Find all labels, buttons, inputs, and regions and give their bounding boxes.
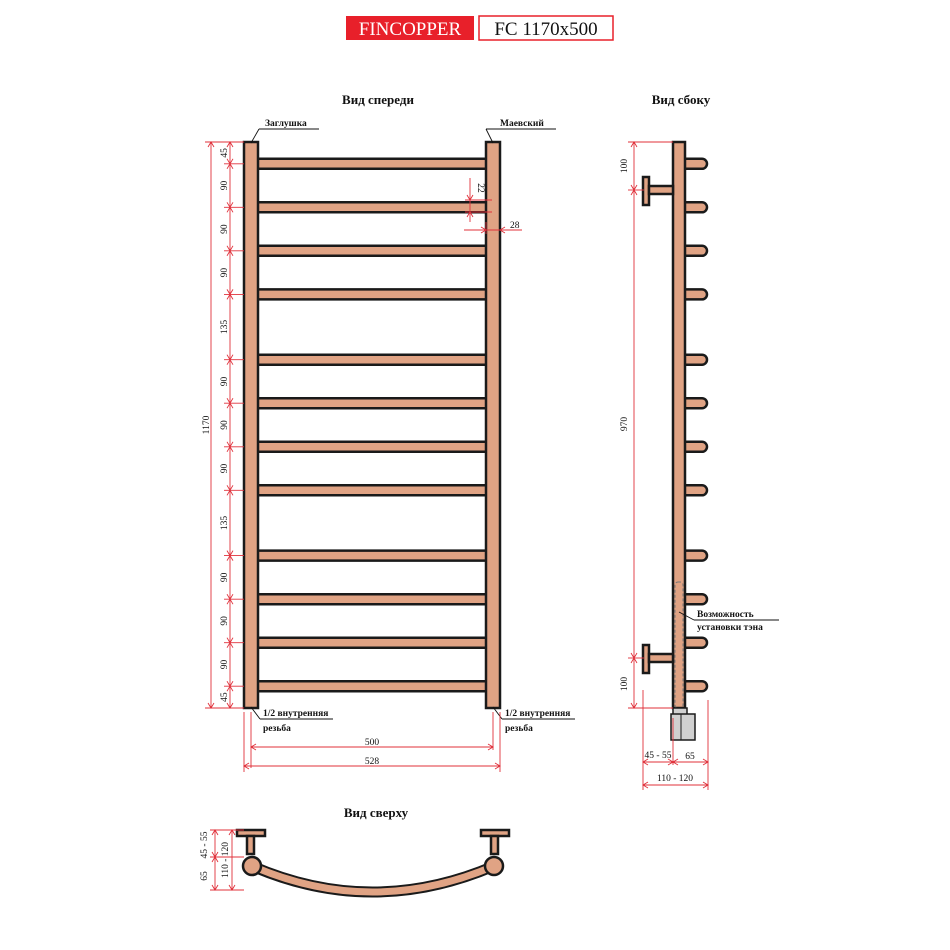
top-collector-right (485, 857, 503, 875)
spacing-dim-text-7: 90 (220, 420, 230, 430)
side-middle-dim-text: 970 (620, 416, 630, 432)
thread-label-left-1: 1/2 внутренняя (263, 709, 329, 719)
mayevsky-label: Маевский (500, 119, 544, 129)
header (346, 16, 613, 40)
top-collector-left (243, 857, 261, 875)
spacing-dimensions (220, 142, 244, 708)
spacing-dim-text-11: 90 (220, 616, 230, 626)
rung-4 (253, 289, 491, 299)
thread-label-right-2: резьба (505, 724, 533, 734)
heater-label-1: Возможность (697, 610, 754, 620)
rungs-group (253, 159, 491, 691)
offset-dim-text: 28 (510, 221, 520, 231)
rung-10 (253, 594, 491, 604)
spacing-dim-text-4: 90 (220, 267, 230, 278)
side-top-dim-text: 100 (620, 158, 630, 174)
rung-7 (253, 442, 491, 452)
side-view (620, 142, 779, 790)
rung-12 (253, 681, 491, 691)
thread-label-right-1: 1/2 внутренняя (505, 709, 571, 719)
spacing-dim-text-12: 90 (220, 659, 230, 670)
rung-9 (253, 551, 491, 561)
tube-d-dim-text: 22 (475, 183, 485, 193)
rung-1 (253, 159, 491, 169)
side-collector (673, 142, 685, 708)
side-depth-dim-text: 65 (685, 752, 695, 762)
spacing-dim-text-1: 45 (220, 148, 230, 158)
spacing-dim-text-6: 90 (220, 376, 230, 387)
right-collector (486, 142, 500, 708)
top-bracket (643, 177, 673, 205)
brand-name: FINCOPPER (358, 19, 462, 40)
top-depth-dim-text: 65 (200, 871, 210, 881)
side-wallgap-dim-text: 45 - 55 (644, 751, 672, 761)
spacing-dim-text-3: 90 (220, 224, 230, 234)
spacing-dim-text-2: 90 (220, 180, 230, 191)
model-name: FC 1170x500 (494, 19, 598, 40)
side-view-title: Вид сбоку (651, 92, 711, 107)
rung-11 (253, 638, 491, 648)
bottom-bracket (643, 645, 673, 673)
spacing-dim-text-10: 90 (220, 572, 230, 583)
width-outer-dim-text: 528 (364, 757, 380, 767)
spacing-dim-text-5: 135 (220, 319, 230, 335)
thread-label-left-2: резьба (263, 724, 291, 734)
rung-8 (253, 485, 491, 495)
side-total-depth-dim-text: 110 - 120 (656, 774, 694, 784)
width-inner-dim-text: 500 (364, 738, 380, 748)
plug-label: Заглушка (265, 119, 307, 129)
rung-5 (253, 355, 491, 365)
top-view (200, 830, 509, 892)
front-view (202, 118, 575, 772)
rung-6 (253, 398, 491, 408)
spacing-dim-text-13: 45 (220, 692, 230, 702)
front-view-title: Вид спереди (342, 92, 414, 107)
top-total-depth-dim-text: 110 - 120 (221, 841, 231, 879)
rung-3 (253, 246, 491, 256)
spacing-dim-text-8: 90 (220, 463, 230, 474)
left-collector (244, 142, 258, 708)
top-view-title: Вид сверху (343, 805, 409, 820)
rung-2 (253, 202, 491, 212)
heater-label-2: установки тэна (697, 623, 763, 633)
spacing-dim-text-9: 135 (220, 515, 230, 531)
heater-element (671, 582, 695, 740)
height-dim-text: 1170 (202, 415, 212, 435)
side-bottom-dim-text: 100 (620, 676, 630, 692)
top-wallgap-dim-text: 45 - 55 (200, 831, 210, 859)
